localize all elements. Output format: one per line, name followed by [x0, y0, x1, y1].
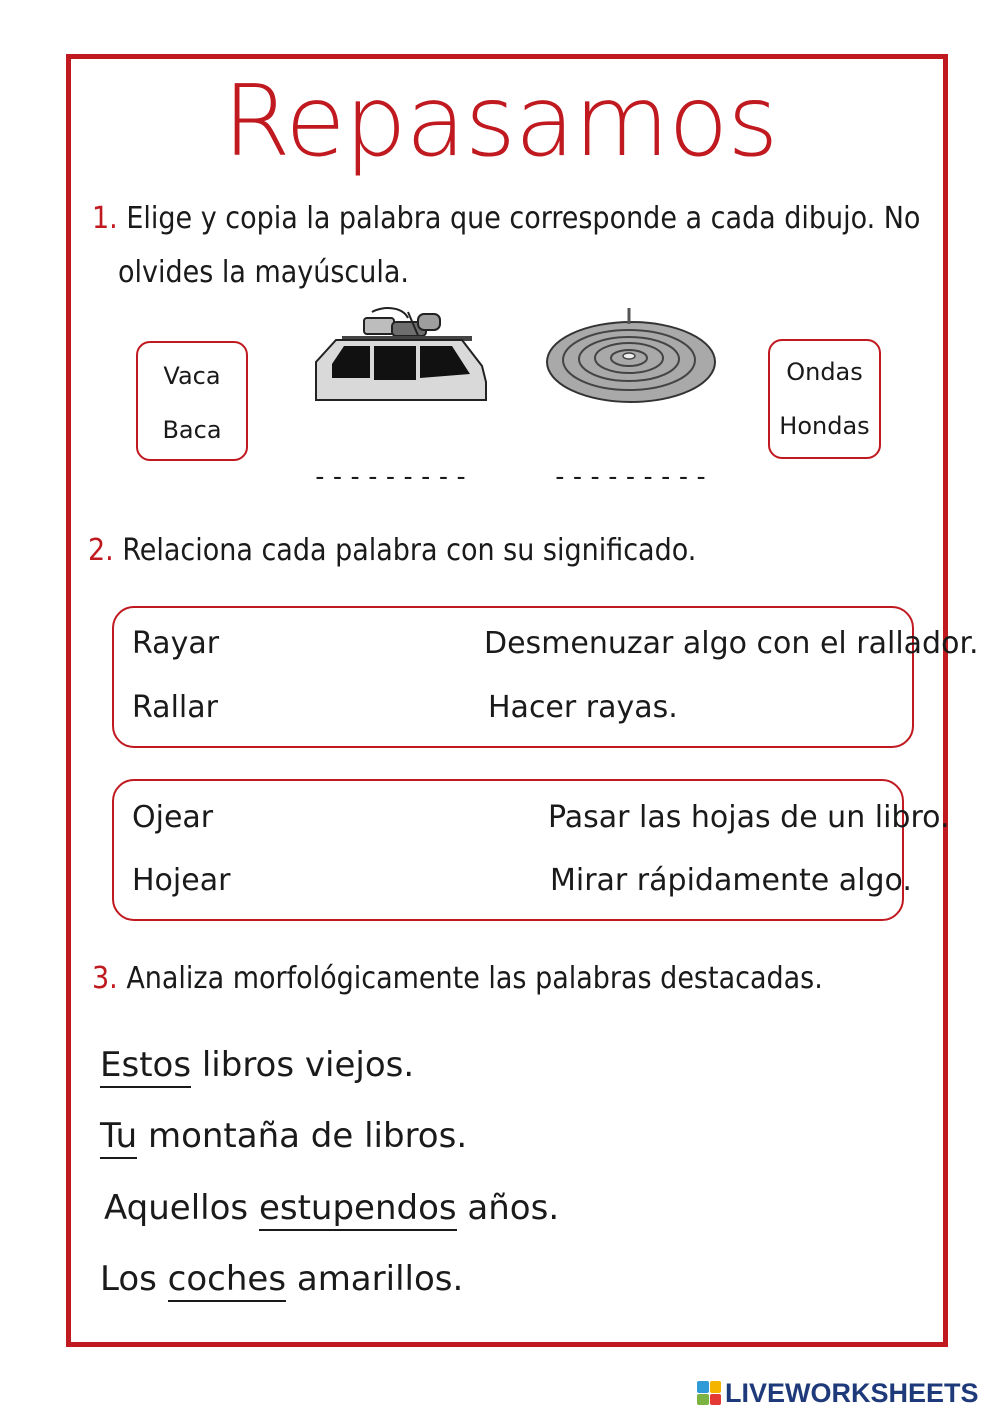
question-2-text: Relaciona cada palabra con su significado. [122, 533, 697, 568]
logo-tile [710, 1381, 722, 1393]
question-1 [92, 192, 932, 300]
match-meaning[interactable]: Desmenuzar algo con el rallador. [484, 626, 979, 661]
match-word[interactable]: Rayar [132, 626, 220, 661]
highlighted-word: coches [168, 1259, 286, 1302]
sentence: Aquellos estupendos años. [104, 1184, 559, 1232]
sentence: Estos libros viejos. [100, 1041, 414, 1089]
match-meaning[interactable]: Pasar las hojas de un libro. [548, 800, 950, 835]
question-1-text-line2: olvides la mayúscula. [118, 255, 409, 290]
water-ripples-image [545, 304, 717, 404]
sentence: Los coches amarillos. [100, 1255, 463, 1303]
choice-option: Ondas [786, 358, 863, 386]
highlighted-word: estupendos [259, 1188, 457, 1231]
logo-tile [697, 1394, 709, 1406]
question-1-number: 1. [92, 201, 118, 236]
logo-tile [710, 1394, 722, 1406]
answer-blank-car[interactable]: --------- [312, 462, 471, 492]
choice-option: Vaca [163, 362, 221, 390]
choice-option: Baca [162, 416, 222, 444]
match-word[interactable]: Ojear [132, 800, 214, 835]
question-2 [88, 524, 928, 578]
word-choice-box-left [136, 341, 248, 461]
sentence: Tu montaña de libros. [100, 1112, 467, 1160]
highlighted-word: Estos [100, 1045, 191, 1088]
question-3-number: 3. [92, 961, 118, 996]
match-meaning[interactable]: Mirar rápidamente algo. [550, 863, 912, 898]
answer-blank-water[interactable]: --------- [552, 462, 711, 492]
choice-option: Hondas [779, 412, 870, 440]
highlighted-word: Tu [100, 1116, 137, 1159]
car-roof-rack-image [312, 304, 488, 404]
brand-name: LIVEWORKSHEETS [725, 1377, 979, 1408]
page-title: Repasamos [222, 65, 778, 179]
question-3 [92, 952, 932, 1006]
match-word[interactable]: Hojear [132, 863, 231, 898]
question-1-text-line1: Elige y copia la palabra que corresponde a cada dibujo. No [126, 201, 921, 236]
question-2-number: 2. [88, 533, 114, 568]
word-choice-box-right [768, 339, 881, 459]
question-3-text: Analiza morfológicamente las palabras destacadas. [126, 961, 823, 996]
liveworksheets-brand [697, 1378, 979, 1408]
match-word[interactable]: Rallar [132, 690, 218, 725]
liveworksheets-logo-icon [697, 1381, 721, 1405]
match-meaning[interactable]: Hacer rayas. [488, 690, 678, 725]
logo-tile [697, 1381, 709, 1393]
